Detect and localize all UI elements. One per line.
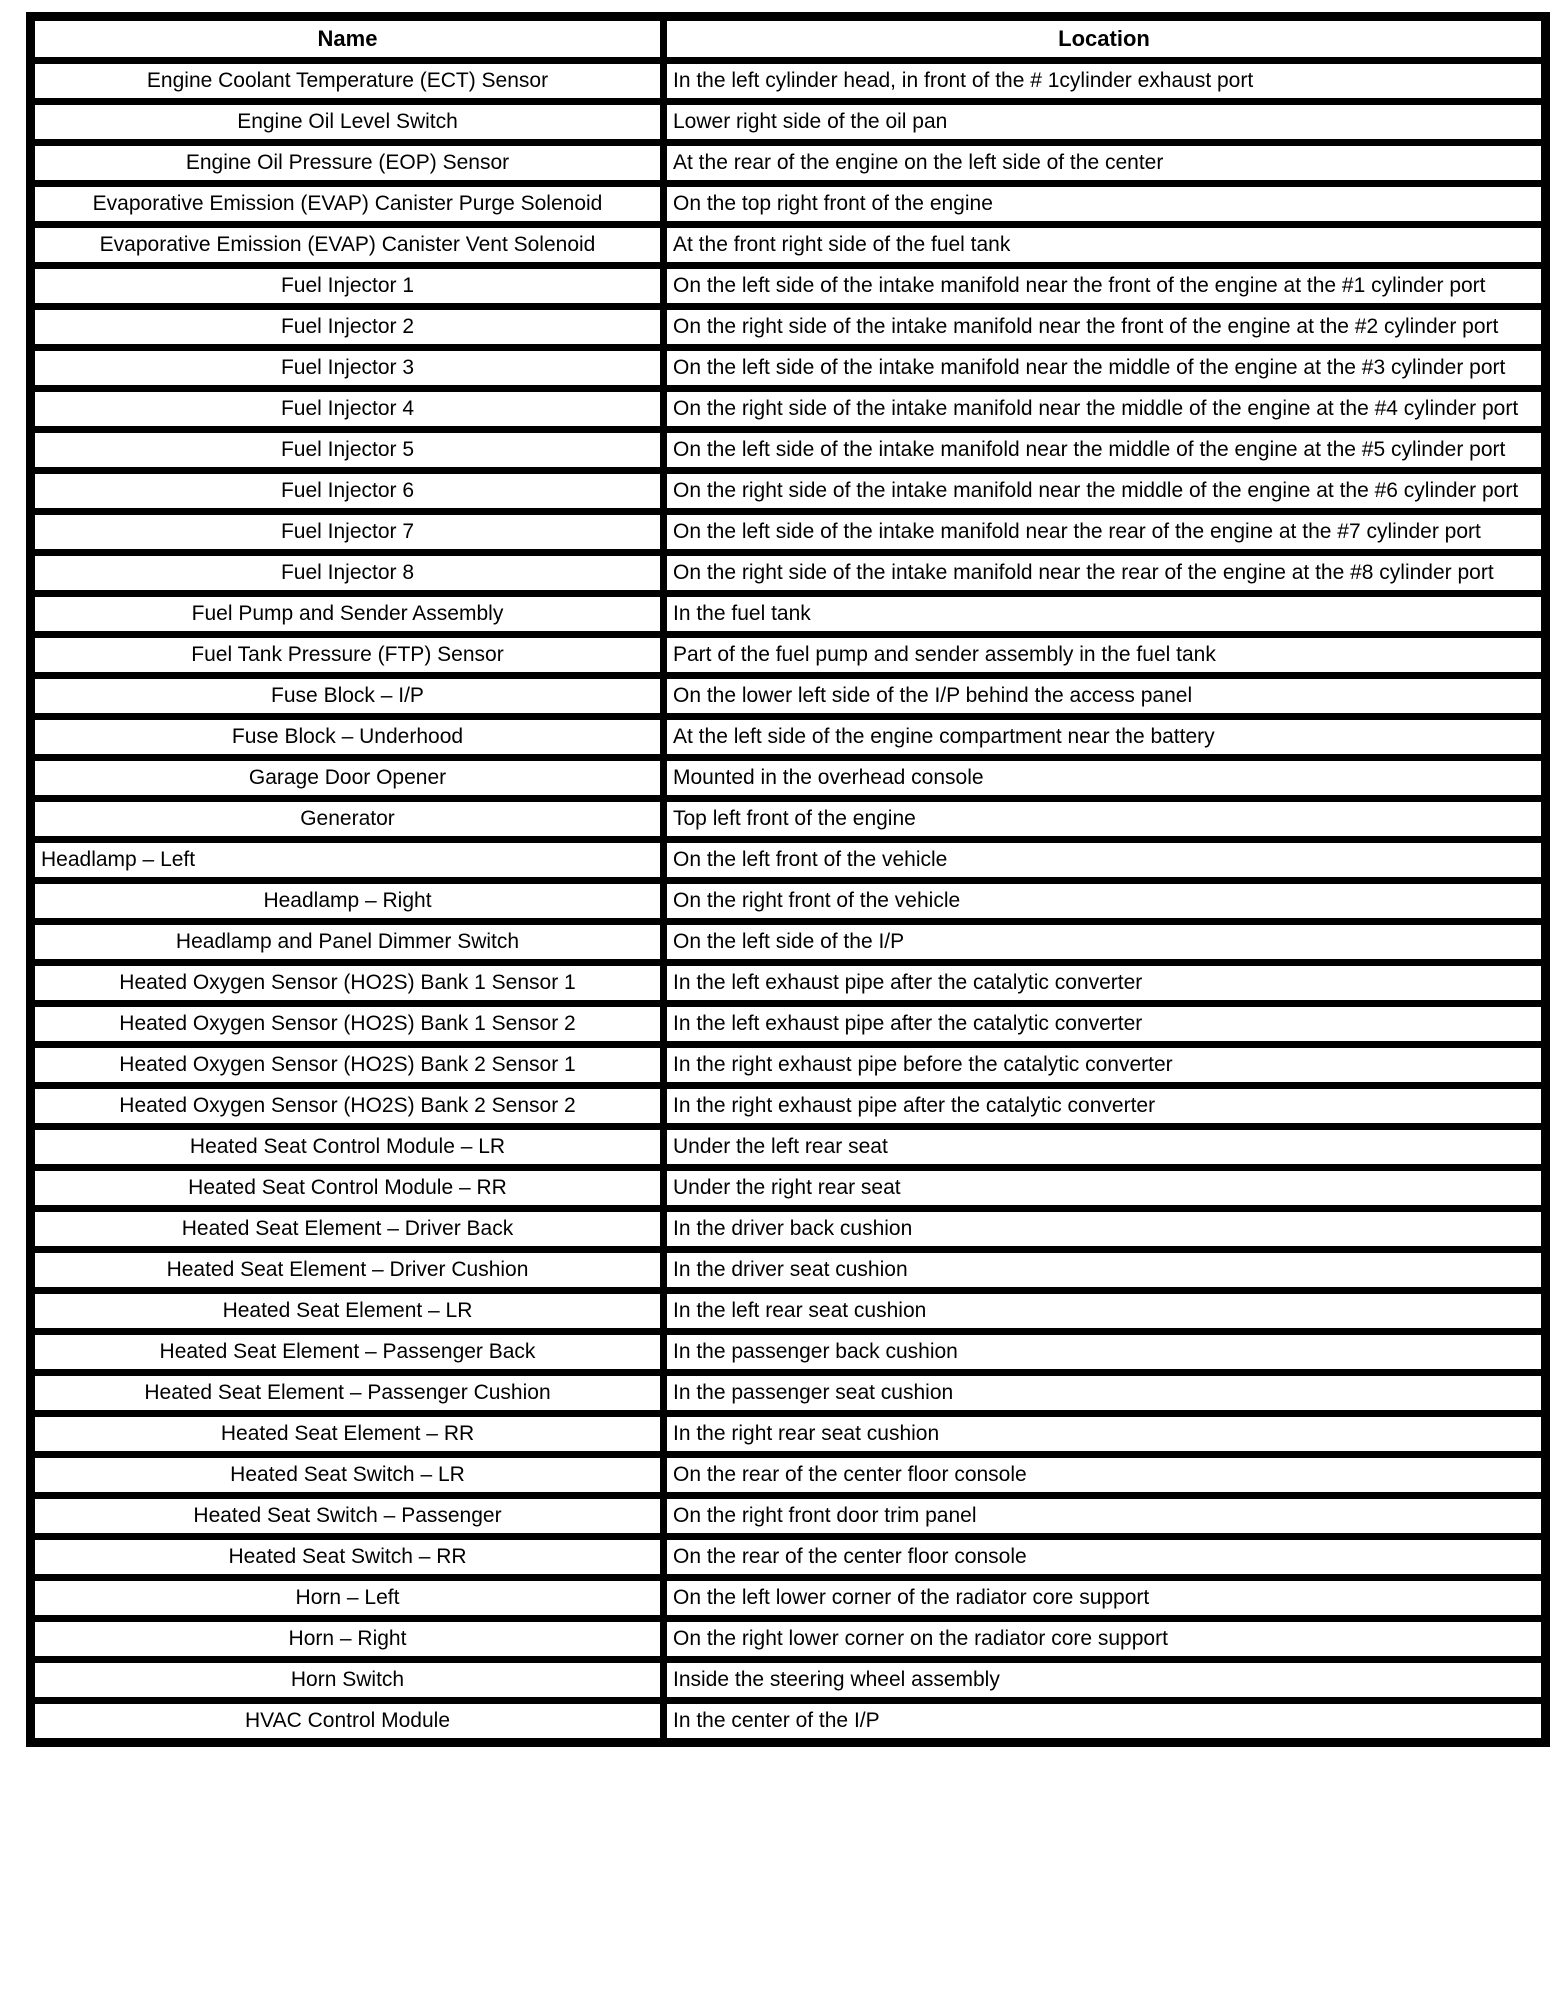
name-cell: Heated Seat Switch – Passenger [31,1496,664,1537]
name-cell: Heated Oxygen Sensor (HO2S) Bank 2 Sensor 2 [31,1086,664,1127]
location-cell: On the left side of the intake manifold near the middle of the engine at the #3 cylinder port [664,348,1546,389]
table-row [31,1291,1546,1332]
table-row [31,61,1546,102]
location-cell: In the driver back cushion [664,1209,1546,1250]
name-cell: Engine Coolant Temperature (ECT) Sensor [31,61,664,102]
location-cell: Top left front of the engine [664,799,1546,840]
name-cell: Fuel Injector 6 [31,471,664,512]
location-cell: Mounted in the overhead console [664,758,1546,799]
name-cell: Fuel Injector 5 [31,430,664,471]
name-cell: Heated Seat Switch – RR [31,1537,664,1578]
name-cell: Engine Oil Level Switch [31,102,664,143]
location-cell: On the rear of the center floor console [664,1455,1546,1496]
table-row [31,1455,1546,1496]
name-cell: Fuel Injector 2 [31,307,664,348]
table-row [31,799,1546,840]
name-cell: Garage Door Opener [31,758,664,799]
name-cell: Headlamp – Right [31,881,664,922]
table-row [31,512,1546,553]
table-row [31,594,1546,635]
location-cell: On the right front of the vehicle [664,881,1546,922]
table-row [31,676,1546,717]
location-cell: On the rear of the center floor console [664,1537,1546,1578]
location-cell: On the left side of the intake manifold near the rear of the engine at the #7 cylinder port [664,512,1546,553]
table-row [31,1414,1546,1455]
name-cell: Heated Seat Control Module – RR [31,1168,664,1209]
table-row [31,758,1546,799]
name-cell: Heated Seat Control Module – LR [31,1127,664,1168]
location-cell: On the right side of the intake manifold near the middle of the engine at the #6 cylinder port [664,471,1546,512]
name-cell: Fuse Block – I/P [31,676,664,717]
name-cell: Horn – Right [31,1619,664,1660]
name-cell: Horn Switch [31,1660,664,1701]
table-row [31,1660,1546,1701]
location-cell: On the left side of the I/P [664,922,1546,963]
name-cell: Heated Oxygen Sensor (HO2S) Bank 1 Sensor 2 [31,1004,664,1045]
table-row [31,225,1546,266]
table-row [31,1127,1546,1168]
name-cell: Headlamp and Panel Dimmer Switch [31,922,664,963]
location-cell: In the passenger seat cushion [664,1373,1546,1414]
name-cell: Heated Seat Element – Passenger Back [31,1332,664,1373]
table-row [31,1373,1546,1414]
table-row [31,184,1546,225]
name-cell: Heated Oxygen Sensor (HO2S) Bank 2 Sensor 1 [31,1045,664,1086]
name-cell: Engine Oil Pressure (EOP) Sensor [31,143,664,184]
name-cell: Generator [31,799,664,840]
name-cell: Evaporative Emission (EVAP) Canister Purge Solenoid [31,184,664,225]
location-cell: Lower right side of the oil pan [664,102,1546,143]
table-row [31,471,1546,512]
table-row [31,922,1546,963]
name-cell: Fuel Injector 3 [31,348,664,389]
table-row [31,963,1546,1004]
table-row [31,717,1546,758]
location-cell: On the left front of the vehicle [664,840,1546,881]
location-cell: In the right exhaust pipe before the catalytic converter [664,1045,1546,1086]
table-row [31,266,1546,307]
name-cell: Fuel Injector 1 [31,266,664,307]
location-cell: In the passenger back cushion [664,1332,1546,1373]
table-row [31,1578,1546,1619]
location-cell: In the left exhaust pipe after the catalytic converter [664,963,1546,1004]
name-cell: Fuse Block – Underhood [31,717,664,758]
name-cell: Heated Seat Switch – LR [31,1455,664,1496]
name-cell: Fuel Injector 7 [31,512,664,553]
name-cell: Headlamp – Left [31,840,664,881]
name-cell: Heated Seat Element – Driver Cushion [31,1250,664,1291]
table-row [31,1004,1546,1045]
table-row [31,553,1546,594]
location-cell: At the rear of the engine on the left side of the center [664,143,1546,184]
location-cell: In the center of the I/P [664,1701,1546,1743]
name-cell: Heated Seat Element – Passenger Cushion [31,1373,664,1414]
location-cell: On the left side of the intake manifold near the front of the engine at the #1 cylinder port [664,266,1546,307]
component-location-table [26,12,1550,1747]
table-row [31,1332,1546,1373]
location-cell: On the right side of the intake manifold near the rear of the engine at the #8 cylinder port [664,553,1546,594]
location-cell: Under the right rear seat [664,1168,1546,1209]
header-name: Name [31,17,664,61]
name-cell: Heated Seat Element – LR [31,1291,664,1332]
table-body [31,61,1546,1743]
name-cell: Fuel Pump and Sender Assembly [31,594,664,635]
location-cell: In the left cylinder head, in front of the # 1cylinder exhaust port [664,61,1546,102]
location-cell: Inside the steering wheel assembly [664,1660,1546,1701]
location-cell: In the left exhaust pipe after the catalytic converter [664,1004,1546,1045]
location-cell: On the top right front of the engine [664,184,1546,225]
name-cell: Evaporative Emission (EVAP) Canister Vent Solenoid [31,225,664,266]
table-row [31,1537,1546,1578]
location-cell: On the right side of the intake manifold near the middle of the engine at the #4 cylinder port [664,389,1546,430]
table-row [31,1086,1546,1127]
name-cell: Fuel Injector 4 [31,389,664,430]
table-row [31,348,1546,389]
location-cell: In the driver seat cushion [664,1250,1546,1291]
location-cell: On the right lower corner on the radiator core support [664,1619,1546,1660]
table-row [31,430,1546,471]
table-row [31,307,1546,348]
table-row [31,881,1546,922]
location-cell: On the right side of the intake manifold near the front of the engine at the #2 cylinder port [664,307,1546,348]
table-header [31,17,1546,61]
table-row [31,1250,1546,1291]
name-cell: Heated Seat Element – Driver Back [31,1209,664,1250]
name-cell: Heated Oxygen Sensor (HO2S) Bank 1 Sensor 1 [31,963,664,1004]
table-row [31,389,1546,430]
location-cell: In the left rear seat cushion [664,1291,1546,1332]
header-row [31,17,1546,61]
table-row [31,635,1546,676]
table-row [31,840,1546,881]
location-cell: At the front right side of the fuel tank [664,225,1546,266]
name-cell: Fuel Tank Pressure (FTP) Sensor [31,635,664,676]
location-cell: Part of the fuel pump and sender assembly in the fuel tank [664,635,1546,676]
location-cell: At the left side of the engine compartment near the battery [664,717,1546,758]
table-row [31,1045,1546,1086]
location-cell: On the right front door trim panel [664,1496,1546,1537]
name-cell: Horn – Left [31,1578,664,1619]
location-cell: On the left lower corner of the radiator core support [664,1578,1546,1619]
location-cell: In the right exhaust pipe after the catalytic converter [664,1086,1546,1127]
table-row [31,1701,1546,1743]
table-row [31,1168,1546,1209]
location-cell: In the fuel tank [664,594,1546,635]
name-cell: Fuel Injector 8 [31,553,664,594]
table-row [31,102,1546,143]
location-cell: Under the left rear seat [664,1127,1546,1168]
location-cell: In the right rear seat cushion [664,1414,1546,1455]
table-row [31,143,1546,184]
location-cell: On the left side of the intake manifold near the middle of the engine at the #5 cylinder port [664,430,1546,471]
table-row [31,1496,1546,1537]
table-row [31,1209,1546,1250]
name-cell: HVAC Control Module [31,1701,664,1743]
name-cell: Heated Seat Element – RR [31,1414,664,1455]
location-cell: On the lower left side of the I/P behind the access panel [664,676,1546,717]
table-row [31,1619,1546,1660]
header-location: Location [664,17,1546,61]
